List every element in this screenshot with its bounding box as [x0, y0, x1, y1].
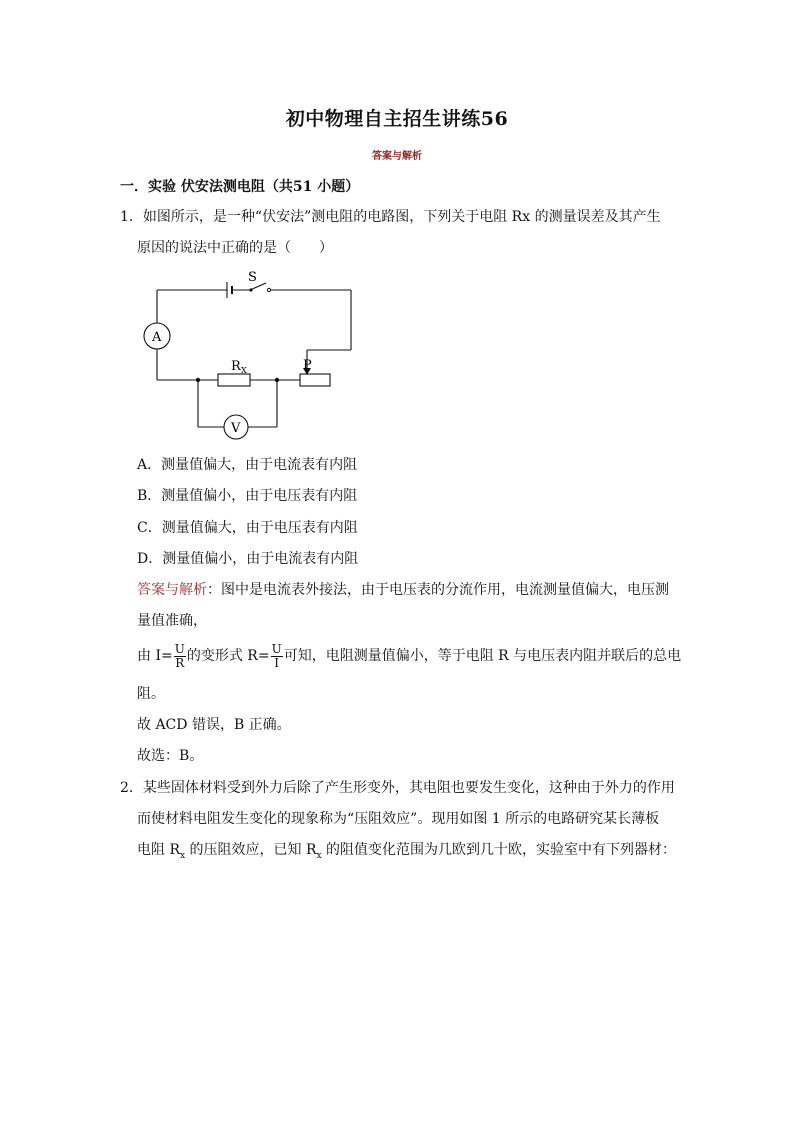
question-2-line2: 而使材料电阻发生变化的现象称为“压阻效应”。现用如图 1 所示的电路研究某长薄板: [137, 811, 660, 827]
answer-text: ：图中是电流表外接法，由于电压表的分流作用，电流测量值偏大，电压测: [207, 582, 669, 598]
answer-line-2: 量值准确，: [137, 613, 207, 629]
formula-mid: 的变形式 R=: [186, 648, 270, 664]
page-subtitle: 答案与解析: [372, 151, 422, 162]
switch-contact-left: [249, 288, 252, 291]
q2-text-b: 的压阻效应，已知 R: [185, 842, 317, 858]
fraction-u-over-i: [271, 643, 283, 670]
answer-choice: 故选：B。: [137, 748, 204, 764]
answer-formula-line: [137, 642, 681, 670]
question-2-text: 某些固体材料受到外力后除了产生形变外，其电阻也要发生变化，这种由于外力的作用: [142, 780, 675, 796]
section-heading: 一．实验 伏安法测电阻（共51 小题）: [120, 179, 360, 195]
fraction-numerator: U: [174, 641, 185, 656]
answer-line-4: 阻。: [137, 686, 165, 702]
question-1-stem-line1: [120, 207, 661, 227]
option-a: A．测量值偏大，由于电流表有内阻: [137, 457, 358, 473]
q2-text-a: 电阻 R: [137, 842, 180, 858]
fraction-denominator: R: [175, 655, 185, 670]
answer-line-1: [137, 580, 669, 600]
option-c: C．测量值偏大，由于电压表有内阻: [137, 520, 358, 536]
q2-text-c: 的阻值变化范围为几欧到几十欧，实验室中有下列器材：: [321, 842, 677, 858]
switch-label: S: [248, 270, 257, 285]
question-1-number: 1．: [120, 209, 143, 225]
q2-subscript-2: x: [316, 850, 322, 861]
q2-subscript-1: x: [180, 850, 186, 861]
fraction-u-over-r: [174, 643, 186, 670]
question-2-line1: [120, 778, 675, 798]
ammeter-label: A: [152, 330, 162, 345]
rheostat: [300, 374, 330, 386]
answer-conclusion: 故 ACD 错误，B 正确。: [137, 717, 291, 733]
question-2-line3: [137, 840, 676, 866]
question-1-stem-text: 如图所示，是一种“伏安法”测电阻的电路图，下列关于电阻 Rx 的测量误差及其产生: [142, 209, 661, 225]
slider-label: P: [303, 358, 312, 373]
answer-label: 答案与解析: [137, 582, 207, 598]
resistor-subscript: X: [241, 366, 247, 375]
resistor-rx: [218, 374, 250, 386]
junction-right: [275, 378, 279, 382]
question-1-stem-line2: 原因的说法中正确的是（ ）: [137, 240, 333, 256]
question-2-number: 2．: [120, 780, 143, 796]
fraction-numerator: U: [271, 641, 282, 656]
formula-prefix: 由 I=: [137, 648, 173, 664]
page-title: 初中物理自主招生讲练56: [285, 108, 509, 130]
option-b: B．测量值偏小，由于电压表有内阻: [137, 488, 358, 504]
switch-contact-right: [267, 288, 270, 291]
junction-left: [196, 378, 200, 382]
formula-suffix: 可知，电阻测量值偏小，等于电阻 R 与电压表内阻并联后的总电: [283, 648, 682, 664]
option-d: D．测量值偏小，由于电流表有内阻: [137, 551, 359, 567]
circuit-diagram: [130, 265, 370, 445]
fraction-denominator: I: [274, 655, 280, 670]
resistor-label: R: [231, 359, 241, 374]
voltmeter-label: V: [231, 421, 241, 436]
